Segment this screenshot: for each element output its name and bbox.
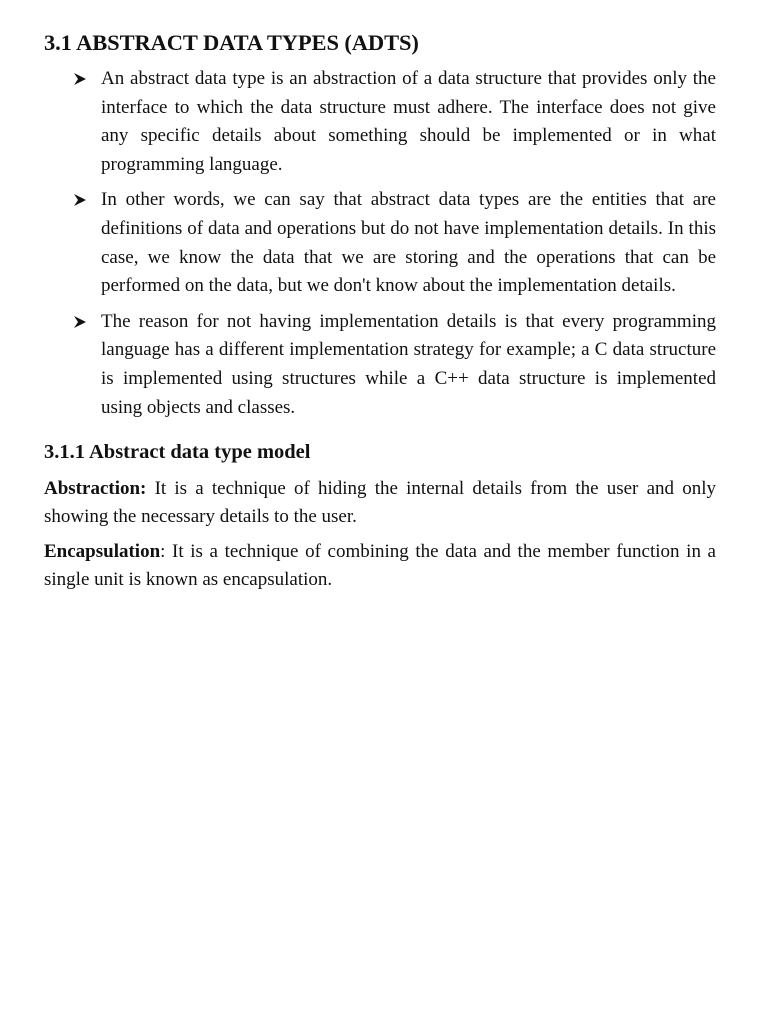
definition-encapsulation bbox=[44, 538, 716, 594]
subsection-heading: 3.1.1 Abstract data type model bbox=[44, 441, 311, 464]
bullet-item bbox=[44, 308, 716, 422]
adt-bullet-list bbox=[44, 65, 716, 422]
definition-text: It is a technique of hiding the internal details from the user and only showing the necessary details to the user. bbox=[44, 478, 716, 528]
bullet-text: An abstract data type is an abstraction of a data structure that provides only the interface to which the data structure must adhere. The interface does not give any specific details about something should be implemented or in what programming language. bbox=[101, 68, 716, 175]
arrowhead-bullet-icon bbox=[73, 72, 87, 86]
bullet-item bbox=[44, 65, 716, 179]
definition-term: Abstraction: bbox=[44, 478, 147, 500]
definition-term: Encapsulation bbox=[44, 541, 161, 563]
definition-abstraction bbox=[44, 475, 716, 531]
bullet-item bbox=[44, 186, 716, 300]
arrowhead-bullet-icon bbox=[73, 193, 87, 207]
arrowhead-bullet-icon bbox=[73, 315, 87, 329]
document-page bbox=[44, 27, 716, 601]
section-heading: 3.1 ABSTRACT DATA TYPES (ADTS) bbox=[44, 30, 419, 55]
bullet-text: In other words, we can say that abstract data types are the entities that are definitions of data and operations but do not have implementation details. In this case, we know the data that we are storing and the operations that can be performed on the data, but we don't know about the implementation details. bbox=[101, 189, 716, 297]
bullet-text: The reason for not having implementation details is that every programming language has a different implementation strategy for example; a C data structure is implemented using structures while a C++ data structure is implemented using objects and classes. bbox=[101, 310, 716, 418]
definition-text: : It is a technique of combining the data and the member function in a single unit is known as encapsulation. bbox=[44, 541, 716, 591]
